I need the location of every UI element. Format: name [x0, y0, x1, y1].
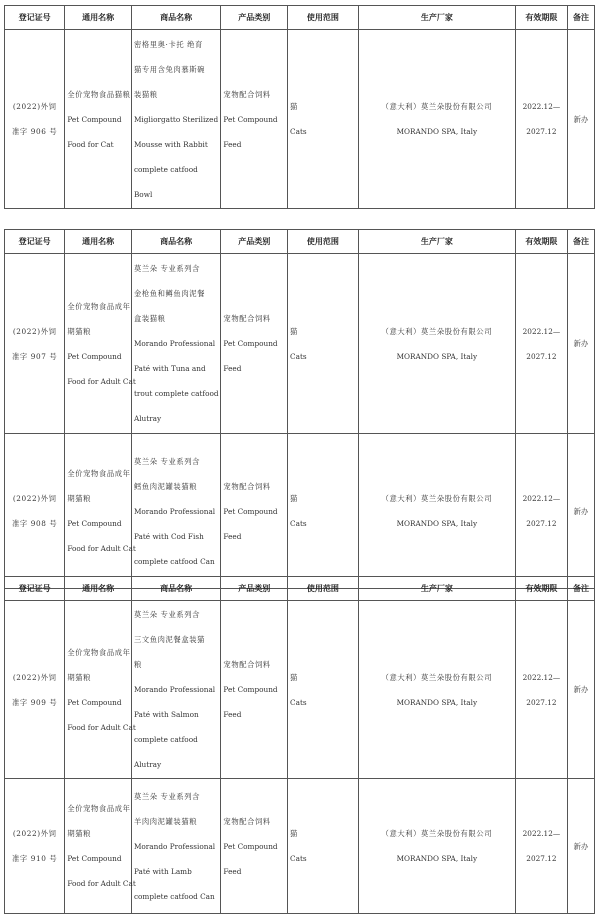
header-generic-name: 通用名称: [65, 6, 132, 30]
product-name-line: complete catfood: [133, 735, 198, 744]
product-name-cell: [131, 434, 220, 589]
product-name-line: 盒装猫粮: [133, 314, 166, 323]
header-remarks: 备注: [567, 577, 594, 601]
validity-period-line: 2027.12: [526, 351, 557, 361]
product-name-line: Migliorgatto Sterilized: [133, 114, 219, 124]
usage-scope-cell: [288, 601, 359, 779]
registration-number-line: (2022)外饲: [12, 102, 57, 111]
header-product-category: 产品类别: [221, 230, 288, 254]
product-name-line: Paté with Tuna and: [133, 364, 206, 373]
validity-period-cell: [515, 779, 567, 914]
generic-name-line: 全价宠物食品成年: [67, 804, 131, 813]
product-name-line: 猫专用含兔肉慕斯碗: [133, 64, 206, 74]
product-category-cell: [221, 434, 288, 589]
manufacturer-line: （意大利）莫兰朵股份有限公司: [381, 326, 493, 336]
product-name-line: 莫兰朵 专业系列含: [133, 791, 201, 801]
usage-scope-line: 猫: [290, 102, 298, 111]
registration-table: [4, 229, 595, 589]
remarks-cell: 新办: [567, 434, 594, 589]
usage-scope-line: 猫: [290, 326, 298, 336]
manufacturer-line: （意大利）莫兰朵股份有限公司: [381, 829, 493, 838]
validity-period-line: 2022.12—: [522, 672, 561, 682]
registration-number-line: 准字 908 号: [12, 519, 58, 528]
product-name-line: Morando Professional: [133, 685, 216, 694]
registration-number-cell: [5, 30, 65, 209]
product-category-cell: [221, 30, 288, 209]
product-category-line: Pet Compound: [223, 114, 278, 124]
product-name-line: 莫兰朵 专业系列含: [133, 456, 201, 466]
usage-scope-line: Cats: [290, 519, 307, 528]
product-name-line: Paté with Lamb: [133, 866, 192, 876]
header-usage-scope: 使用范围: [288, 6, 359, 30]
generic-name-line: Pet Compound: [67, 854, 122, 863]
header-product-name: 商品名称: [131, 230, 220, 254]
product-category-line: 宠物配合饲料: [223, 314, 271, 323]
generic-name-line: 期猫粮: [67, 326, 92, 336]
validity-period-cell: [515, 30, 567, 209]
table-header-row: [5, 230, 595, 254]
product-name-cell: [131, 601, 220, 779]
header-validity-period: 有效期限: [515, 577, 567, 601]
table-row: [5, 30, 595, 209]
generic-name-line: 全价宠物食品成年: [67, 469, 131, 478]
generic-name-line: Pet Compound: [67, 351, 122, 361]
product-name-line: 鳕鱼肉泥罐装猫粮: [133, 481, 198, 491]
product-name-line: Alutray: [133, 760, 162, 769]
table-row: [5, 254, 595, 434]
generic-name-cell: [65, 434, 136, 589]
manufacturer-line: （意大利）莫兰朵股份有限公司: [381, 494, 493, 503]
manufacturer-cell: [358, 779, 515, 914]
product-name-line: trout complete catfood: [133, 389, 219, 398]
product-name-line: Paté with Cod Fish: [133, 531, 204, 541]
manufacturer-line: MORANDO SPA, Italy: [396, 127, 478, 136]
product-name-line: Bowl: [133, 189, 153, 199]
manufacturer-line: （意大利）莫兰朵股份有限公司: [381, 672, 493, 682]
product-category-cell: [221, 779, 288, 914]
manufacturer-cell: [358, 434, 515, 589]
product-name-line: complete catfood Can: [133, 556, 215, 566]
header-product-name: 商品名称: [131, 577, 220, 601]
usage-scope-line: Cats: [290, 127, 307, 136]
generic-name-cell: [65, 254, 136, 434]
header-product-category: 产品类别: [221, 6, 288, 30]
generic-name-line: Food for Adult Cat: [67, 722, 136, 732]
registration-number-cell: [5, 434, 65, 589]
validity-period-cell: [515, 254, 567, 434]
product-category-line: Feed: [223, 139, 242, 149]
validity-period-line: 2027.12: [526, 697, 557, 707]
usage-scope-cell: [288, 254, 359, 434]
header-product-category: 产品类别: [221, 577, 288, 601]
table-row: [5, 779, 595, 914]
product-category-line: Pet Compound: [223, 506, 278, 516]
validity-period-line: 2022.12—: [522, 102, 561, 111]
validity-period-cell: [515, 601, 567, 779]
remarks-cell: 新办: [567, 30, 594, 209]
product-name-cell: [131, 30, 220, 209]
manufacturer-line: MORANDO SPA, Italy: [396, 697, 478, 707]
registration-number-line: 准字 910 号: [12, 854, 58, 863]
table-header-row: [5, 6, 595, 30]
usage-scope-line: 猫: [290, 829, 298, 838]
generic-name-line: Pet Compound: [67, 697, 122, 707]
product-name-line: 莫兰朵 专业系列含: [133, 610, 201, 619]
registration-number-line: (2022)外饲: [12, 326, 57, 336]
usage-scope-line: 猫: [290, 672, 298, 682]
product-name-cell: [131, 779, 220, 914]
product-category-line: 宠物配合饲料: [223, 89, 271, 99]
header-usage-scope: 使用范围: [288, 230, 359, 254]
product-name-line: Alutray: [133, 414, 162, 423]
header-remarks: 备注: [567, 6, 594, 30]
product-name-line: 三文鱼肉泥餐盒装猫: [133, 635, 206, 644]
usage-scope-line: Cats: [290, 351, 307, 361]
product-category-line: Feed: [223, 364, 242, 373]
manufacturer-line: MORANDO SPA, Italy: [396, 854, 478, 863]
manufacturer-line: MORANDO SPA, Italy: [396, 351, 478, 361]
generic-name-line: 全价宠物食品成年: [67, 301, 131, 311]
header-remarks: 备注: [567, 230, 594, 254]
header-manufacturer: 生产厂家: [358, 230, 515, 254]
generic-name-line: 期猫粮: [67, 672, 92, 682]
manufacturer-cell: [358, 30, 515, 209]
usage-scope-cell: [288, 779, 359, 914]
header-usage-scope: 使用范围: [288, 577, 359, 601]
product-category-line: 宠物配合饲料: [223, 481, 271, 491]
generic-name-line: 全价宠物食品猫粮: [67, 89, 131, 99]
usage-scope-cell: [288, 434, 359, 589]
product-category-line: Feed: [223, 710, 242, 719]
registration-number-cell: [5, 779, 65, 914]
registration-number-line: 准字 907 号: [12, 351, 58, 361]
product-name-cell: [131, 254, 220, 434]
header-generic-name: 通用名称: [65, 230, 132, 254]
header-registration-number: 登记证号: [5, 230, 65, 254]
product-name-line: Mousse with Rabbit: [133, 139, 208, 149]
generic-name-cell: [65, 779, 136, 914]
product-category-cell: [221, 254, 288, 434]
manufacturer-line: MORANDO SPA, Italy: [396, 519, 478, 528]
table-row: [5, 601, 595, 779]
registration-table: [4, 576, 595, 914]
validity-period-line: 2027.12: [526, 854, 557, 863]
manufacturer-cell: [358, 601, 515, 779]
generic-name-line: Pet Compound: [67, 114, 122, 124]
usage-scope-cell: [288, 30, 359, 209]
registration-number-line: 准字 909 号: [12, 697, 58, 707]
generic-name-line: Food for Adult Cat: [67, 544, 136, 553]
validity-period-line: 2022.12—: [522, 829, 561, 838]
registration-number-line: (2022)外饲: [12, 494, 57, 503]
generic-name-line: Pet Compound: [67, 519, 122, 528]
product-name-line: complete catfood Can: [133, 891, 215, 901]
remarks-cell: 新办: [567, 254, 594, 434]
generic-name-line: 全价宠物食品成年: [67, 647, 131, 657]
generic-name-line: 期猫粮: [67, 494, 92, 503]
product-name-line: 莫兰朵 专业系列含: [133, 264, 201, 273]
registration-number-line: (2022)外饲: [12, 672, 57, 682]
product-name-line: 金枪鱼和鳟鱼肉泥餐: [133, 289, 206, 298]
product-name-line: Morando Professional: [133, 841, 216, 851]
generic-name-line: Food for Cat: [67, 139, 114, 149]
registration-number-cell: [5, 601, 65, 779]
generic-name-line: Food for Adult Cat: [67, 879, 136, 888]
header-product-name: 商品名称: [131, 6, 220, 30]
registration-number-line: 准字 906 号: [12, 127, 58, 136]
validity-period-line: 2022.12—: [522, 326, 561, 336]
usage-scope-line: Cats: [290, 697, 307, 707]
header-validity-period: 有效期限: [515, 230, 567, 254]
generic-name-cell: [65, 601, 136, 779]
validity-period-line: 2027.12: [526, 519, 557, 528]
product-category-line: Pet Compound: [223, 841, 278, 851]
header-manufacturer: 生产厂家: [358, 577, 515, 601]
header-registration-number: 登记证号: [5, 6, 65, 30]
validity-period-line: 2022.12—: [522, 494, 561, 503]
table-header-row: [5, 577, 595, 601]
registration-number-cell: [5, 254, 65, 434]
product-name-line: complete catfood: [133, 164, 198, 174]
product-category-line: 宠物配合饲料: [223, 816, 271, 826]
product-category-line: 宠物配合饲料: [223, 660, 271, 669]
product-name-line: Morando Professional: [133, 339, 216, 348]
product-name-line: 粮: [133, 660, 142, 669]
header-validity-period: 有效期限: [515, 6, 567, 30]
product-category-line: Pet Compound: [223, 339, 278, 348]
product-name-line: 装猫粮: [133, 89, 158, 99]
usage-scope-line: 猫: [290, 494, 298, 503]
generic-name-line: Food for Adult Cat: [67, 376, 136, 386]
remarks-cell: 新办: [567, 779, 594, 914]
validity-period-line: 2027.12: [526, 127, 557, 136]
generic-name-line: 期猫粮: [67, 829, 92, 838]
registration-table: [4, 5, 595, 209]
manufacturer-line: （意大利）莫兰朵股份有限公司: [381, 102, 493, 111]
usage-scope-line: Cats: [290, 854, 307, 863]
generic-name-cell: [65, 30, 132, 209]
product-name-line: 羊肉肉泥罐装猫粮: [133, 816, 198, 826]
product-category-line: Feed: [223, 866, 242, 876]
product-category-cell: [221, 601, 288, 779]
validity-period-cell: [515, 434, 567, 589]
product-category-line: Pet Compound: [223, 685, 278, 694]
product-name-line: Morando Professional: [133, 506, 216, 516]
manufacturer-cell: [358, 254, 515, 434]
header-generic-name: 通用名称: [65, 577, 132, 601]
table-row: [5, 434, 595, 589]
product-category-line: Feed: [223, 531, 242, 541]
header-manufacturer: 生产厂家: [358, 6, 515, 30]
header-registration-number: 登记证号: [5, 577, 65, 601]
remarks-cell: 新办: [567, 601, 594, 779]
product-name-line: 密格里奥·卡托 绝育: [133, 39, 203, 49]
registration-number-line: (2022)外饲: [12, 829, 57, 838]
product-name-line: Paté with Salmon: [133, 710, 199, 719]
